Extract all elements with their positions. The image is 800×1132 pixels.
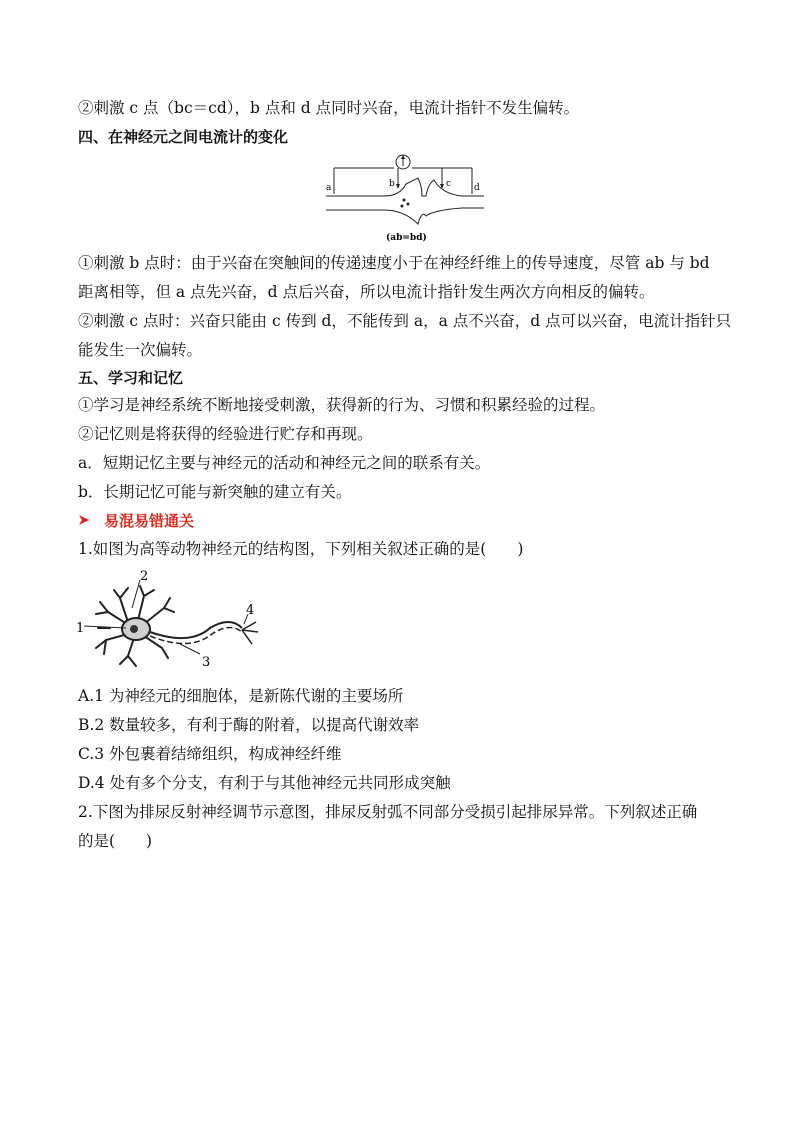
- text-line-c-stimulus-2: 能发生一次偏转。: [78, 341, 203, 359]
- option-a: A.1 为神经元的细胞体，是新陈代谢的主要场所: [78, 687, 404, 705]
- question-2-stem-1: 2.下图为排尿反射神经调节示意图，排尿反射弧不同部分受损引起排尿异常。下列叙述正确: [78, 803, 698, 821]
- section-heading-4: 四、在神经元之间电流计的变化: [78, 128, 289, 146]
- text-line-c-stimulus-1: ②刺激 c 点时：兴奋只能由 c 传到 d，不能传到 a，a 点不兴奋，d 点可以兴奋，电流计指针只: [78, 312, 732, 330]
- text-line-short-term: a．短期记忆主要与神经元的活动和神经元之间的联系有关。: [78, 454, 491, 472]
- text-line-b-stimulus-1: ①刺激 b 点时：由于兴奋在突触间的传递速度小于在神经纤维上的传导速度，尽管 ab 与 bd: [78, 254, 710, 272]
- section-heading-5: 五、学习和记忆: [78, 369, 184, 387]
- question-1-stem: 1.如图为高等动物神经元的结构图，下列相关叙述正确的是( ): [78, 540, 524, 558]
- tips-heading: [78, 511, 194, 531]
- synapse-galvanometer-figure: [322, 150, 488, 244]
- option-d: D.4 处有多个分支，有利于与其他神经元共同形成突触: [78, 774, 451, 792]
- neuron-label-2: 2: [140, 569, 149, 584]
- text-line-b-stimulus-2: 距离相等，但 a 点先兴奋，d 点后兴奋，所以电流计指针发生两次方向相反的偏转。: [78, 283, 655, 301]
- text-line-memory: ②记忆则是将获得的经验进行贮存和再现。: [78, 425, 373, 443]
- label-b: b: [389, 179, 395, 189]
- neuron-structure-figure: [70, 568, 270, 668]
- label-c: c: [446, 179, 452, 189]
- arrowhead-icon: [78, 511, 104, 531]
- text-line-stimulate-c: ②刺激 c 点（bc＝cd），b 点和 d 点同时兴奋，电流计指针不发生偏转。: [78, 99, 580, 117]
- label-a: a: [326, 183, 332, 193]
- neuron-label-3: 3: [202, 655, 211, 668]
- text-line-long-term: b．长期记忆可能与新突触的建立有关。: [78, 483, 352, 501]
- option-c: C.3 外包裹着结缔组织，构成神经纤维: [78, 745, 342, 763]
- tips-heading-label: 易混易错通关: [104, 512, 195, 530]
- text-line-learning: ①学习是神经系统不断地接受刺激，获得新的行为、习惯和积累经验的过程。: [78, 396, 606, 414]
- option-b: B.2 数量较多，有利于酶的附着，以提高代谢效率: [78, 716, 420, 734]
- figure-caption: (ab=bd): [386, 233, 427, 243]
- neuron-label-4: 4: [246, 603, 255, 618]
- question-2-stem-2: 的是( ): [78, 832, 153, 850]
- label-d: d: [474, 183, 480, 193]
- neuron-label-1: 1: [76, 621, 85, 636]
